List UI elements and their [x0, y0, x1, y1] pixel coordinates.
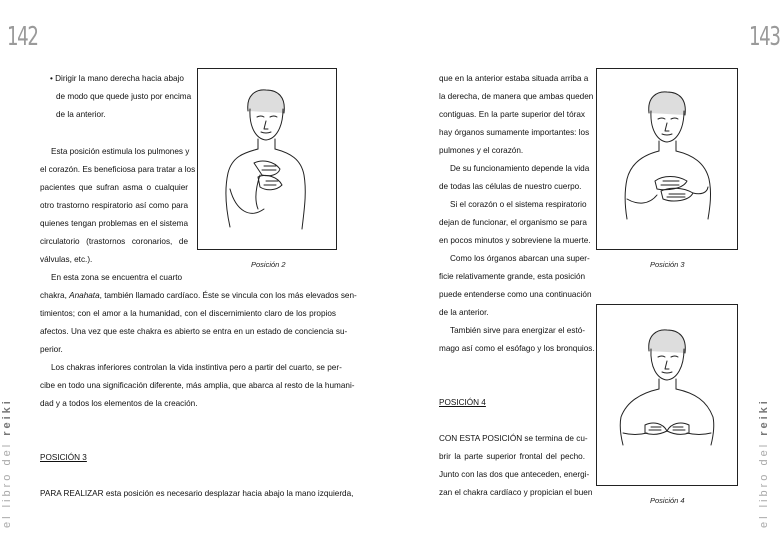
figure-position-4	[596, 304, 738, 486]
text-line: que en la anterior estaba situada arriba a	[439, 74, 589, 83]
text-line: Esta posición estimula los pulmones y	[51, 147, 190, 156]
page-number-left: 142	[7, 22, 38, 52]
text-line: Los chakras inferiores controlan la vida instintiva pero a partir del cuarto, se per-	[51, 363, 342, 372]
text-line: cibe en todo una significación diferente, más amplia, que abarca al resto de la humani-	[40, 381, 355, 390]
text-line: de todas las células de nuestro cuerpo.	[439, 182, 582, 191]
text-line: perior.	[40, 345, 63, 354]
text-line: timientos; con el amor a la humanidad, con el discernimiento claro de los propios	[40, 309, 336, 318]
text-line: de la anterior.	[56, 110, 106, 119]
text-line: hay órganos sumamente importantes: los	[439, 128, 590, 137]
text-line: quienes tengan problemas en el sistema	[40, 219, 188, 228]
text-line: Junto con las dos que anteceden, energi-	[439, 470, 590, 479]
text-line: dad y a todos los elementos de la creación.	[40, 399, 198, 408]
text-line: de modo que quede justo por encima	[56, 92, 192, 101]
text-line: ficie relativamente grande, esta posición	[439, 272, 586, 281]
text-line: otro trastorno respiratorio así como para	[40, 201, 188, 210]
text-line: en pocos minutos y sobreviene la muerte.	[439, 236, 591, 245]
text-line: Como los órganos abarcan una super-	[450, 254, 590, 263]
figure-position-3	[596, 68, 738, 250]
spine-title-left: el libro del reiki	[1, 398, 13, 528]
text-line: dejan de funcionar, el organismo se para	[439, 218, 587, 227]
section-heading-position-3: POSICIÓN 3	[40, 453, 87, 462]
caption-position-2: Posición 2	[251, 260, 286, 269]
text-line: mago así como el esófago y los bronquios.	[439, 344, 595, 353]
illustration-position-2	[198, 69, 336, 249]
text-line: pulmones y el corazón.	[439, 146, 524, 155]
text-line: zan el chakra cardíaco y propician el buen	[439, 488, 593, 497]
text-line: CON ESTA POSICIÓN se termina de cu-	[439, 434, 588, 443]
text-line: afectos. Una vez que este chakra es abierto se entra en un estado de conciencia su-	[40, 327, 348, 336]
text-line: válvulas, etc.).	[40, 255, 93, 264]
left-last-line: PARA REALIZAR esta posición es necesario desplazar hacia abajo la mano izquierda,	[40, 489, 354, 498]
text-line: • Dirigir la mano derecha hacia abajo	[50, 74, 184, 83]
text-line: En esta zona se encuentra el cuarto	[51, 273, 183, 282]
caption-position-4: Posición 4	[650, 496, 685, 505]
text-line: chakra, Anahata, también llamado cardíaco. Éste se vincula con los más elevados sen-	[40, 291, 357, 300]
text-line: Si el corazón o el sistema respiratorio	[450, 200, 587, 209]
caption-position-3: Posición 3	[650, 260, 685, 269]
text-line: De su funcionamiento depende la vida	[450, 164, 590, 173]
text-line: pacientes que sufran asma o cualquier	[40, 183, 188, 192]
text-line: de la anterior.	[439, 308, 489, 317]
text-line: circulatorio (trastornos coronarios, de	[40, 237, 188, 246]
text-line: También sirve para energizar el estó-	[450, 326, 585, 335]
text-line: el corazón. Es beneficiosa para tratar a los	[40, 165, 196, 174]
illustration-position-3	[597, 69, 737, 249]
text-line: contiguas. En la parte superior del tórax	[439, 110, 585, 119]
section-heading-position-4: POSICIÓN 4	[439, 398, 486, 407]
text-line: brir la parte superior frontal del pecho.	[439, 452, 585, 461]
illustration-position-4	[597, 305, 737, 485]
text-line: la derecha, de manera que ambas queden	[439, 92, 594, 101]
text-line: puede entenderse como una continuación	[439, 290, 592, 299]
figure-position-2	[197, 68, 337, 250]
spine-title-right: el libro del reiki	[758, 398, 770, 528]
page-number-right: 143	[749, 22, 780, 52]
